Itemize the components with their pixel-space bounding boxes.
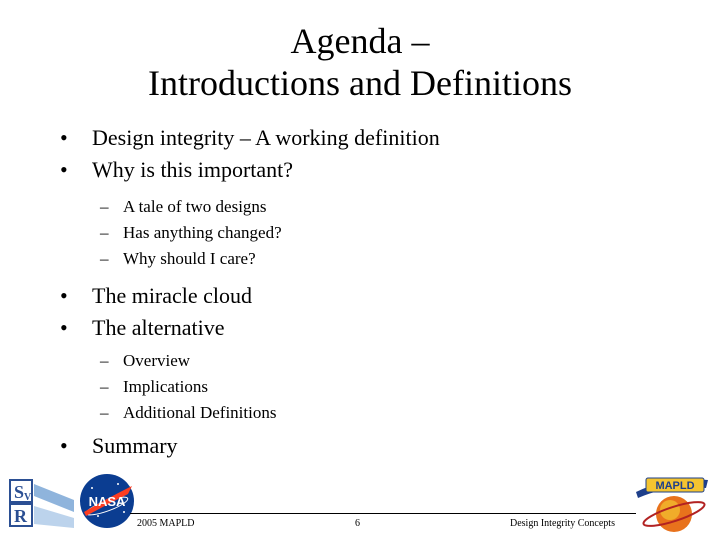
bullet-icon: • <box>60 157 68 182</box>
svr-letter-r: R <box>14 506 27 526</box>
footer-conference: 2005 MAPLD <box>137 518 195 529</box>
footer-presentation-title: Design Integrity Concepts <box>510 518 615 529</box>
footer-page-number: 6 <box>355 518 360 529</box>
svr-logo-wing <box>34 484 74 512</box>
sub-bullet-item <box>60 400 680 426</box>
nasa-logo-star <box>91 487 93 489</box>
title-line-1: Agenda – <box>290 21 430 61</box>
sub-bullet-text: Implications <box>123 377 208 396</box>
sub-list <box>60 194 680 272</box>
dash-icon: – <box>100 249 109 268</box>
dash-icon: – <box>100 197 109 216</box>
mapld-logo-text: MAPLD <box>655 480 695 492</box>
bullet-list <box>60 122 680 462</box>
bullet-item <box>60 312 680 344</box>
bullet-item <box>60 154 680 186</box>
nasa-logo-star <box>123 511 125 513</box>
bullet-icon: • <box>60 433 68 458</box>
svr-letter-v: V <box>24 492 32 503</box>
dash-icon: – <box>100 403 109 422</box>
bullet-item <box>60 122 680 154</box>
bullet-text: Design integrity – A working definition <box>92 125 440 150</box>
svr-logo-icon <box>8 478 76 530</box>
title-line-2: Introductions and Definitions <box>148 63 572 103</box>
sub-bullet-item <box>60 348 680 374</box>
sub-list <box>60 348 680 426</box>
nasa-logo-star <box>117 483 119 485</box>
dash-icon: – <box>100 351 109 370</box>
mapld-logo-icon <box>628 470 714 536</box>
sub-bullet-text: A tale of two designs <box>123 197 267 216</box>
svr-letter-s: S <box>14 482 25 502</box>
sub-bullet-item <box>60 194 680 220</box>
sub-bullet-item <box>60 246 680 272</box>
bullet-icon: • <box>60 315 68 340</box>
nasa-logo-text: NASA <box>88 494 126 509</box>
nasa-logo-icon <box>78 472 136 530</box>
nasa-logo-star <box>97 515 99 517</box>
slide-title <box>60 20 660 104</box>
sub-bullet-text: Why should I care? <box>123 249 256 268</box>
bullet-item <box>60 430 680 462</box>
bullet-text: The alternative <box>92 315 225 340</box>
dash-icon: – <box>100 223 109 242</box>
bullet-icon: • <box>60 283 68 308</box>
bullet-text: Summary <box>92 433 178 458</box>
dash-icon: – <box>100 377 109 396</box>
bullet-text: Why is this important? <box>92 157 294 182</box>
footer-divider <box>130 513 636 514</box>
bullet-text: The miracle cloud <box>92 283 253 308</box>
sub-bullet-text: Overview <box>123 351 191 370</box>
sub-bullet-item <box>60 374 680 400</box>
sub-bullet-text: Additional Definitions <box>123 403 277 422</box>
sub-bullet-text: Has anything changed? <box>123 223 282 242</box>
bullet-icon: • <box>60 125 68 150</box>
sub-bullet-item <box>60 220 680 246</box>
bullet-item <box>60 280 680 312</box>
